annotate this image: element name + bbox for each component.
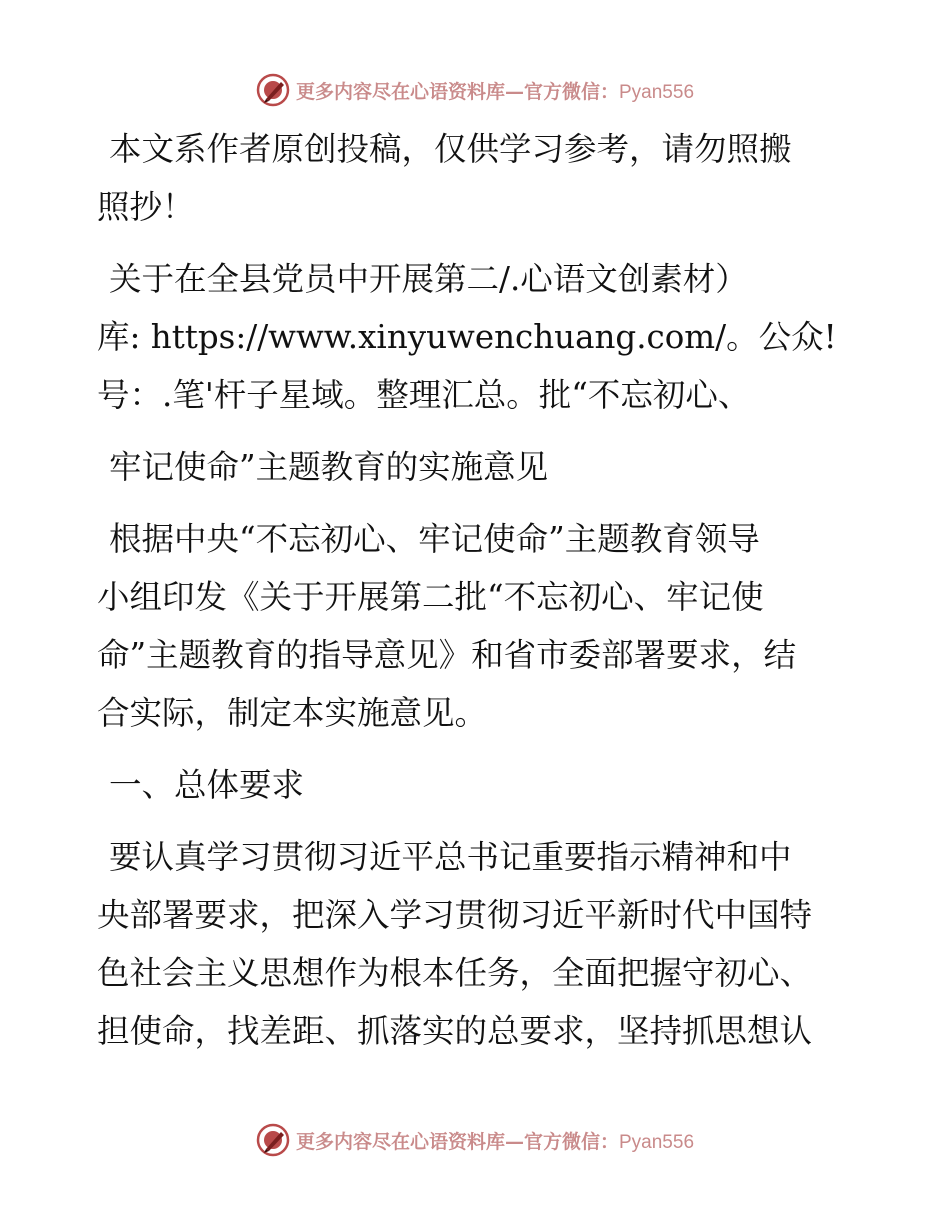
footer-watermark-banner — [0, 1120, 950, 1160]
document-body — [97, 120, 857, 1074]
watermark-text: 更多内容尽在心语资料库—官方微信：Pyan556 — [295, 1130, 695, 1153]
section-heading: 一、总体要求 — [109, 766, 305, 804]
pen-logo-icon — [256, 73, 290, 107]
watermark-text: 更多内容尽在心语资料库—官方微信：Pyan556 — [295, 80, 695, 103]
pen-logo-icon — [256, 1123, 290, 1157]
document-title-continued: 牢记使命”主题教育的实施意见 — [109, 448, 549, 486]
body-paragraph: 要认真学习贯彻习近平总书记重要指示精神和中 央部署要求，把深入学习贯彻习近平新时代中国特 色社会主义思想作为根本任务，全面把握守初心、 担使命，找差距、抓落实的总要求，坚持抓思想认 — [97, 838, 813, 1050]
document-title: 关于在全县党员中开展第二/.心语文创素材） 库: https://www.xinyuwenchuang.com/。公众! 号：.笔'杆子星域。整理汇总。批“不忘初心、 — [97, 260, 837, 414]
intro-paragraph: 根据中央“不忘初心、牢记使命”主题教育领导 小组印发《关于开展第二批“不忘初心、牢记使 命”主题教育的指导意见》和省市委部署要求，结 合实际，制定本实施意见。 — [97, 520, 797, 732]
disclaimer-paragraph: 本文系作者原创投稿，仅供学习参考，请勿照搬 照抄！ — [97, 130, 792, 226]
header-watermark-banner — [0, 70, 950, 110]
